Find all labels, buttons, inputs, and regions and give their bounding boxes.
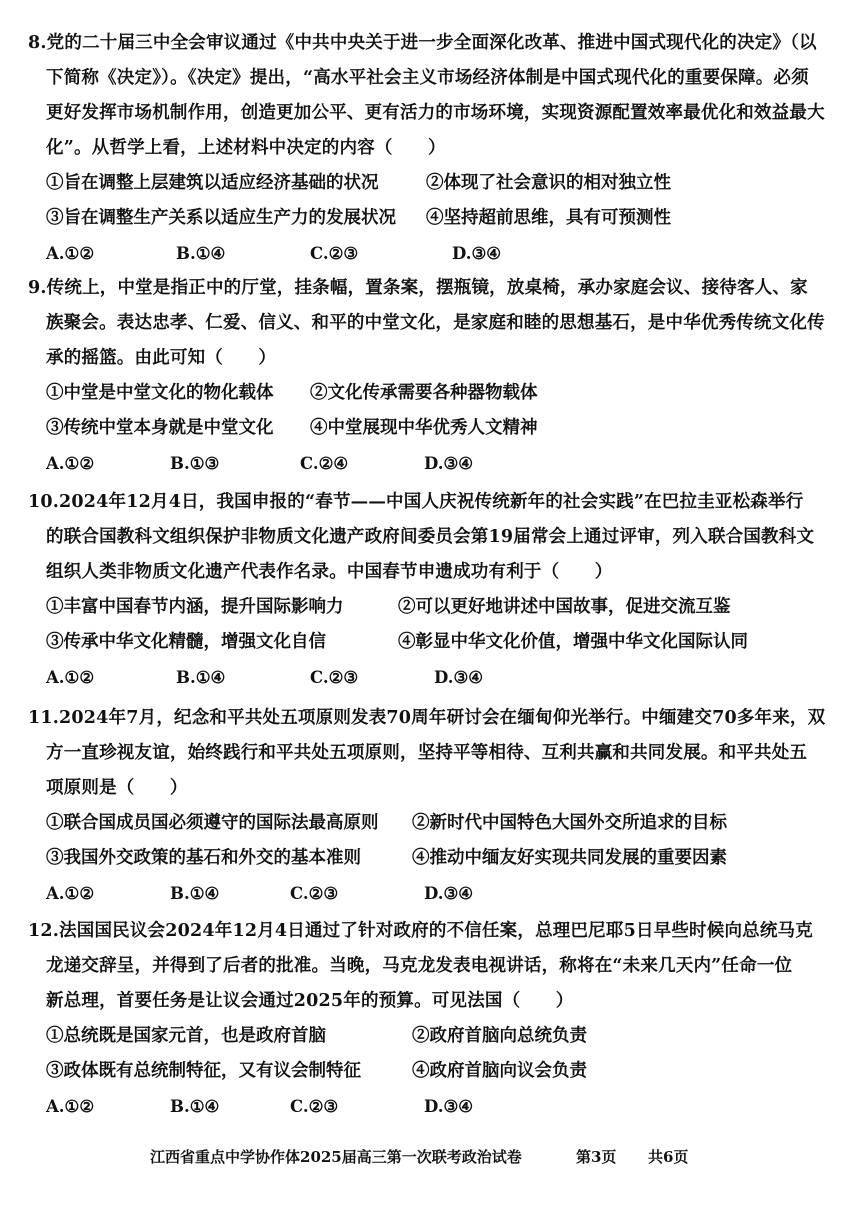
question-12 [28, 914, 828, 1124]
answer-c: C.②③ [310, 244, 359, 263]
answer-d: D.③④ [424, 884, 474, 903]
page-total: 共6页 [648, 1148, 689, 1166]
answer-row [28, 876, 828, 911]
stem-line: 项原则是（ ） [46, 778, 188, 798]
stem-line: 11.2024年7月，纪念和平共处五项原则发表70周年研讨会在缅甸仰光举行。中缅建交70多年来，双 [28, 708, 826, 728]
option-2: ②可以更好地讲述中国故事，促进交流互鉴 [398, 597, 731, 617]
option-1: ①联合国成员国必须遵守的国际法最高原则 [46, 813, 379, 833]
option-3: ③旨在调整生产关系以适应生产力的发展状况 [46, 208, 396, 228]
option-4: ④政府首脑向议会负责 [412, 1061, 587, 1081]
option-4: ④彰显中华文化价值，增强中华文化国际认同 [398, 632, 748, 652]
answer-row [28, 660, 828, 695]
option-row [28, 625, 828, 660]
stem-line: 新总理，首要任务是让议会通过2025年的预算。可见法国（ ） [46, 991, 574, 1011]
stem-line: 族聚会。表达忠孝、仁爱、信义、和平的中堂文化，是家庭和睦的思想基石，是中华优秀传统文化传 [46, 313, 825, 333]
answer-b: B.①③ [170, 454, 220, 473]
answer-row [28, 236, 828, 271]
answer-c: C.②③ [290, 1097, 339, 1116]
stem-line: 方一直珍视友谊，始终践行和平共处五项原则，坚持平等相待、互利共赢和共同发展。和平共处五 [46, 743, 808, 763]
option-3: ③传统中堂本身就是中堂文化 [46, 418, 274, 438]
option-1: ①丰富中国春节内涵，提升国际影响力 [46, 597, 344, 617]
stem-line: 下简称《决定》）。《决定》提出，“高水平社会主义市场经济体制是中国式现代化的重要保障。必须 [46, 68, 809, 88]
question-11 [28, 701, 828, 911]
answer-c: C.②③ [290, 884, 339, 903]
answer-d: D.③④ [424, 1097, 474, 1116]
answer-b: B.①④ [176, 668, 226, 687]
answer-d: D.③④ [434, 668, 484, 687]
stem-line: 8.党的二十届三中全会审议通过《中共中央关于进一步全面深化改革、推进中国式现代化的决定》（以 [28, 33, 817, 53]
question-9 [28, 271, 828, 481]
option-1: ①旨在调整上层建筑以适应经济基础的状况 [46, 173, 379, 193]
option-4: ④中堂展现中华优秀人文精神 [310, 418, 538, 438]
stem-line: 的联合国教科文组织保护非物质文化遗产政府间委员会第19届常会上通过评审，列入联合国教科文 [46, 527, 815, 547]
option-3: ③传承中华文化精髓，增强文化自信 [46, 632, 326, 652]
option-4: ④坚持超前思维，具有可预测性 [426, 208, 671, 228]
option-row [28, 166, 828, 201]
question-stem [28, 485, 828, 590]
option-row [28, 1054, 828, 1089]
question-10 [28, 485, 828, 695]
option-4: ④推动中缅友好实现共同发展的重要因素 [412, 848, 727, 868]
option-3: ③政体既有总统制特征，又有议会制特征 [46, 1061, 361, 1081]
option-row [28, 590, 828, 625]
option-1: ①中堂是中堂文化的物化载体 [46, 383, 274, 403]
option-2: ②文化传承需要各种器物载体 [310, 383, 538, 403]
question-stem [28, 271, 828, 376]
answer-c: C.②④ [300, 454, 349, 473]
page-number: 第3页 [576, 1148, 617, 1166]
stem-line: 化”。从哲学上看，上述材料中决定的内容（ ） [46, 138, 446, 158]
answer-a: A.①② [46, 884, 95, 903]
answer-a: A.①② [46, 1097, 95, 1116]
question-stem [28, 26, 828, 166]
answer-b: B.①④ [170, 1097, 220, 1116]
stem-line: 更好发挥市场机制作用，创造更加公平、更有活力的市场环境，实现资源配置效率最优化和效益最大 [46, 103, 825, 123]
stem-line: 10.2024年12月4日，我国申报的“春节——中国人庆祝传统新年的社会实践”在巴拉圭亚松森举行 [28, 492, 804, 512]
option-row [28, 841, 828, 876]
option-1: ①总统既是国家元首，也是政府首脑 [46, 1026, 326, 1046]
answer-a: A.①② [46, 244, 95, 263]
option-row [28, 806, 828, 841]
answer-row [28, 1089, 828, 1124]
answer-b: B.①④ [176, 244, 226, 263]
answer-d: D.③④ [452, 244, 502, 263]
answer-d: D.③④ [424, 454, 474, 473]
answer-a: A.①② [46, 668, 95, 687]
answer-c: C.②③ [310, 668, 359, 687]
stem-line: 12.法国国民议会2024年12月4日通过了针对政府的不信任案，总理巴尼耶5日早些时候向总统马克 [28, 921, 813, 941]
answer-a: A.①② [46, 454, 95, 473]
question-8 [28, 26, 828, 271]
answer-b: B.①④ [170, 884, 220, 903]
exam-title: 江西省重点中学协作体2025届高三第一次联考政治试卷 [150, 1148, 522, 1166]
option-3: ③我国外交政策的基石和外交的基本准则 [46, 848, 361, 868]
answer-row [28, 446, 828, 481]
option-row [28, 201, 828, 236]
stem-line: 龙递交辞呈，并得到了后者的批准。当晚，马克龙发表电视讲话，称将在“未来几天内”任命一位 [46, 956, 793, 976]
stem-line: 组织人类非物质文化遗产代表作名录。中国春节申遗成功有利于（ ） [46, 562, 613, 582]
option-2: ②新时代中国特色大国外交所追求的目标 [412, 813, 727, 833]
page-footer [0, 1142, 860, 1172]
question-stem [28, 914, 828, 1019]
option-row [28, 411, 828, 446]
stem-line: 承的摇篮。由此可知（ ） [46, 348, 277, 368]
option-row [28, 376, 828, 411]
option-row [28, 1019, 828, 1054]
stem-line: 9.传统上，中堂是指正中的厅堂，挂条幅，置条案，摆瓶镜，放桌椅，承办家庭会议、接待客人、家 [28, 278, 808, 298]
question-stem [28, 701, 828, 806]
option-2: ②政府首脑向总统负责 [412, 1026, 587, 1046]
option-2: ②体现了社会意识的相对独立性 [426, 173, 671, 193]
